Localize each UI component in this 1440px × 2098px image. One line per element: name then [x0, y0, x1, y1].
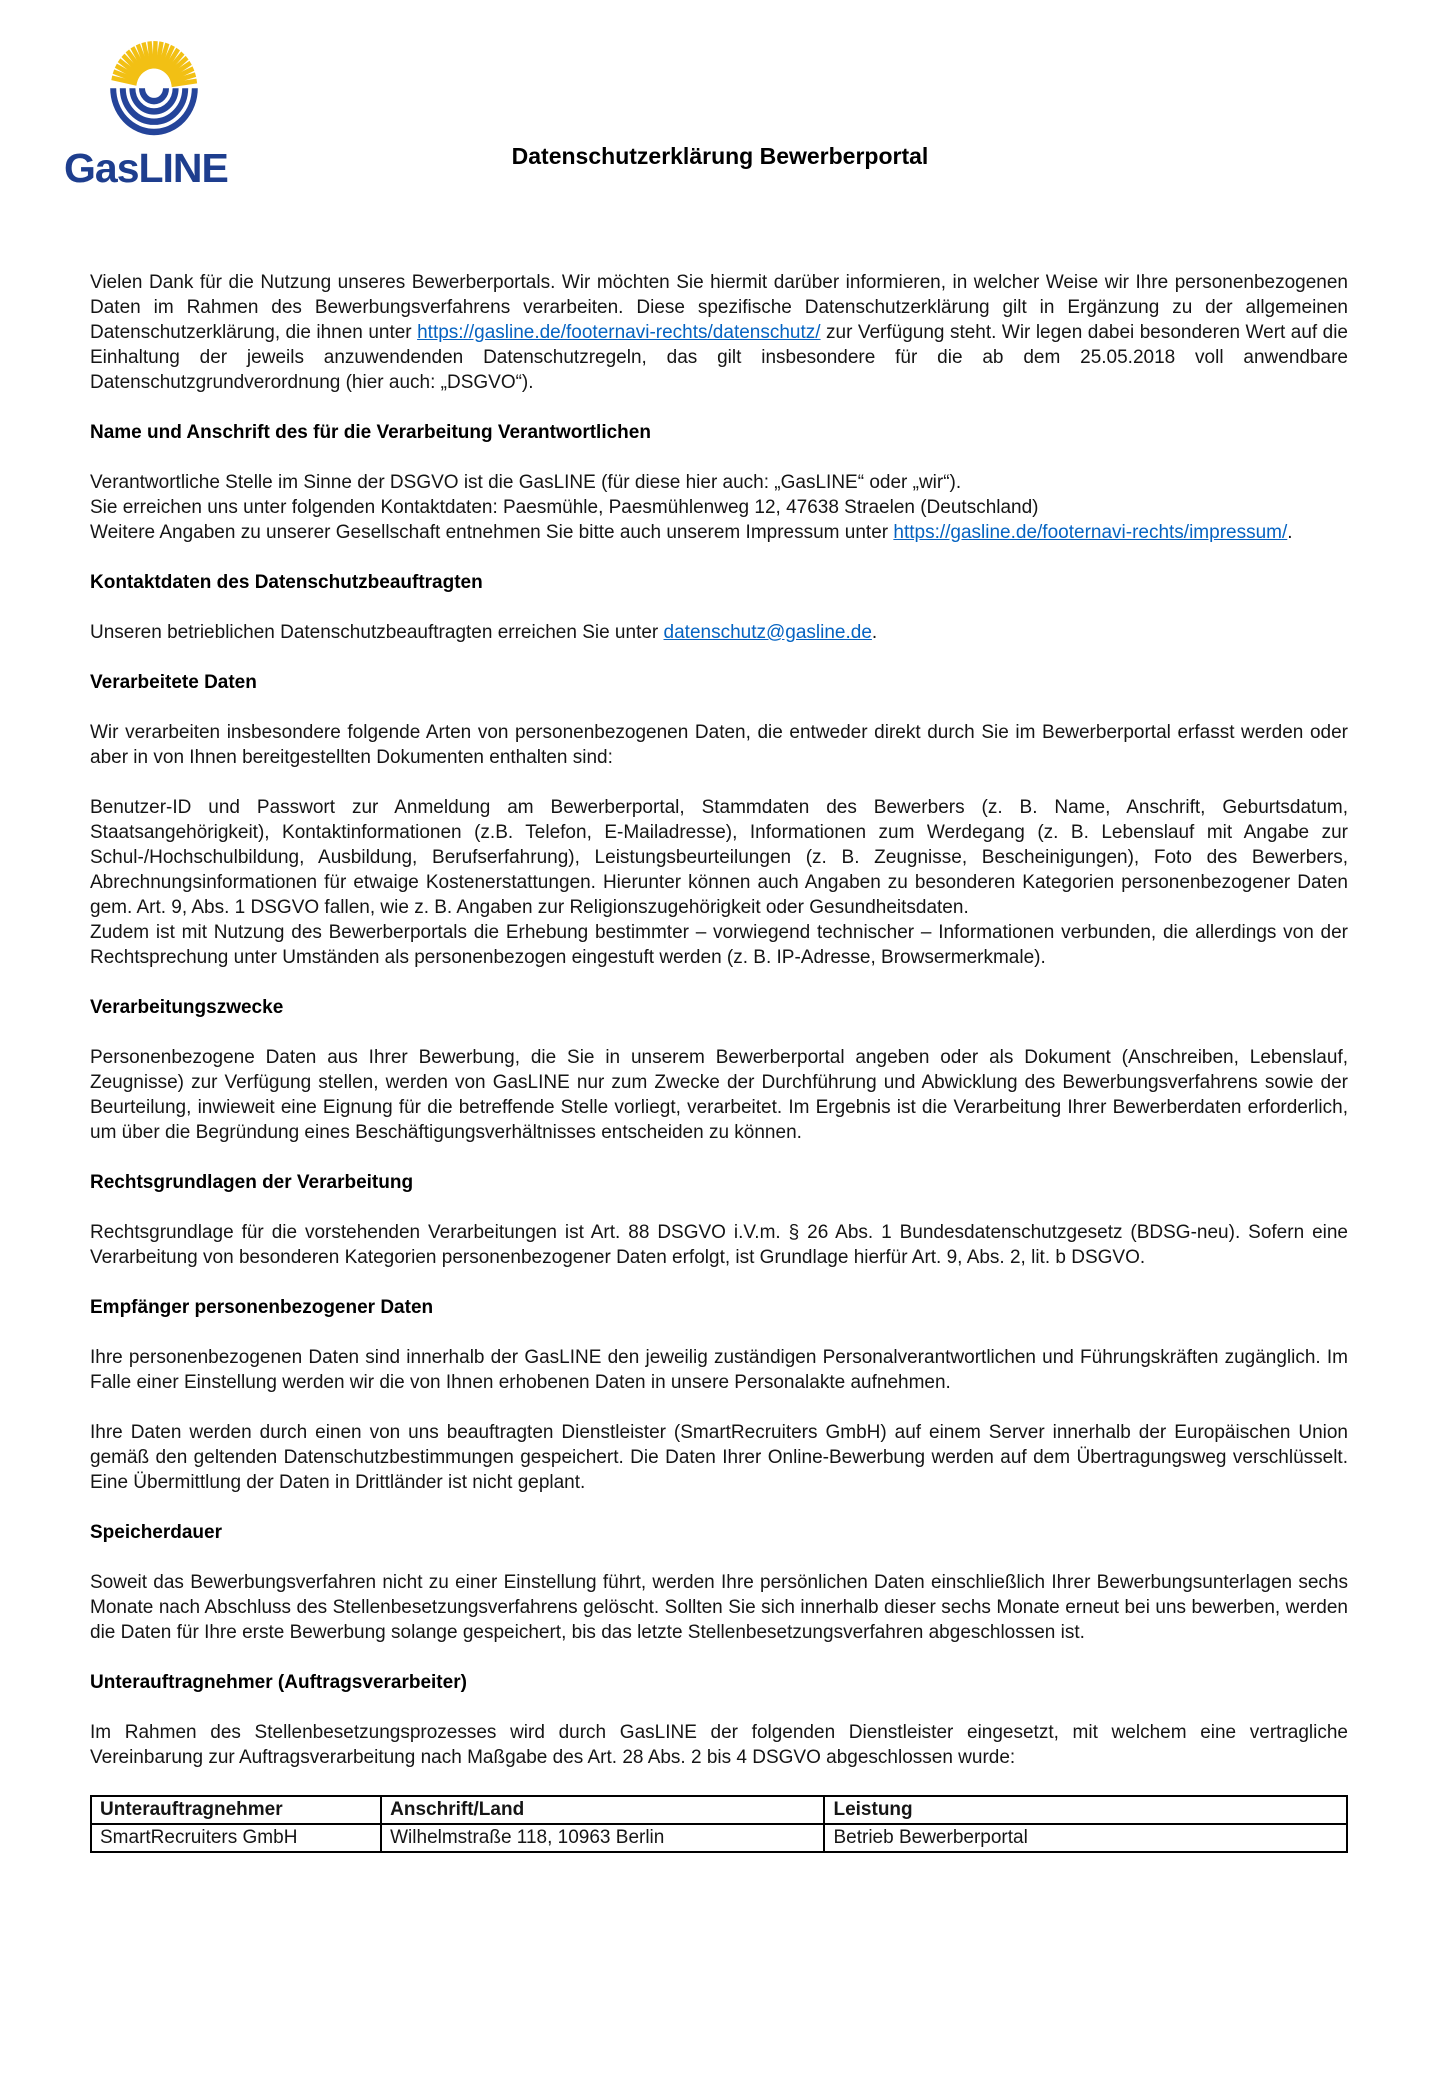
verantwortlicher-line2: Sie erreichen uns unter folgenden Kontaktdaten: Paesmühle, Paesmühlenweg 12, 47638 Straelen (Deutschland) — [90, 497, 1039, 518]
heading-verarbeitungszwecke: Verarbeitungszwecke — [90, 997, 284, 1018]
impressum-url-link[interactable]: https://gasline.de/footernavi-rechts/impressum/ — [893, 522, 1288, 543]
heading-rechtsgrundlagen: Rechtsgrundlagen der Verarbeitung — [90, 1172, 414, 1193]
table-header-unterauftragnehmer: Unterauftragnehmer — [91, 1796, 381, 1824]
verantwortlicher-line1: Verantwortliche Stelle im Sinne der DSGVO ist die GasLINE (für diese hier auch: „GasLINE“ oder „wir“). — [90, 472, 962, 493]
heading-datenschutzbeauftragter: Kontaktdaten des Datenschutzbeauftragten — [90, 572, 483, 593]
table-header-anschrift-land: Anschrift/Land — [381, 1796, 824, 1824]
paragraph-datenschutzbeauftragter — [90, 620, 1348, 645]
table-header-row — [91, 1796, 1347, 1824]
table-row — [91, 1824, 1347, 1852]
table-cell-leistung: Betrieb Bewerberportal — [824, 1824, 1347, 1852]
paragraph-verantwortlicher — [90, 470, 1348, 545]
paragraph-unterauftragnehmer: Im Rahmen des Stellenbesetzungsprozesses wird durch GasLINE der folgenden Dienstleister eingesetzt, mit welchem eine vertragliche Vereinbarung zur Auftragsverarbeitung nach Maßgabe des Art. 28 Abs. 2 bis 4 DSGVO abgeschlossen wurde: — [90, 1722, 1348, 1768]
paragraph-verarbeitete-daten-intro: Wir verarbeiten insbesondere folgende Arten von personenbezogenen Daten, die entweder direkt durch Sie im Bewerberportal erfasst werden oder aber in von Ihnen bereitgestellten Dokumenten enthalten sind: — [90, 722, 1348, 768]
intro-text-after: zur Verfügung steht. Wir legen dabei besonderen Wert auf die Einhaltung der jeweils anzuwendenden Datenschutzregeln, das gilt insbesondere für die ab dem 25.05.2018 voll anwendbare Datenschutzgrundverordnung (hier auch: „DSGVO“). — [90, 322, 1348, 393]
verarbeitete-daten-block1: Benutzer-ID und Passwort zur Anmeldung am Bewerberportal, Stammdaten des Bewerbers (z. B. Name, Anschrift, Geburtsdatum, Staatsangehörigkeit), Kontaktinformationen (z.B. Telefon, E-Mailadresse), Informationen zum Werdegang (z. B. Lebenslauf mit Angabe zur Schul-/Hochschulbildung, Ausbildung, Berufserfahrung), Leistungsbeurteilungen (z. B. Zeugnisse, Bescheinigungen), Foto des Bewerbers, Abrechnungsinformationen für etwaige Kostenerstattungen. Hierunter können auch Angaben zu besonderen Kategorien personenbezogener Daten gem. Art. 9, Abs. 1 DSGVO fallen, wie z. B. Angaben zur Religionszugehörigkeit oder Gesundheitsdaten. — [90, 797, 1348, 918]
paragraph-speicherdauer: Soweit das Bewerbungsverfahren nicht zu einer Einstellung führt, werden Ihre persönlichen Daten einschließlich Ihrer Bewerbungsunterlagen sechs Monate nach Abschluss des Stellenbesetzungsverfahrens gelöscht. Sollten Sie sich innerhalb dieser sechs Monate erneut bei uns bewerben, werden die Daten für Ihre erste Bewerbung solange gespeichert, bis das letzte Stellenbesetzungsverfahren abgeschlossen ist. — [90, 1572, 1348, 1643]
heading-speicherdauer: Speicherdauer — [90, 1522, 222, 1543]
subcontractor-table — [90, 1795, 1348, 1853]
dsb-text-before: Unseren betrieblichen Datenschutzbeauftragten erreichen Sie unter — [90, 622, 664, 643]
heading-verantwortlicher: Name und Anschrift des für die Verarbeitung Verantwortlichen — [90, 422, 651, 443]
page-title: Datenschutzerklärung Bewerberportal — [511, 143, 929, 169]
verantwortlicher-line3: Weitere Angaben zu unserer Gesellschaft entnehmen Sie bitte auch unserem Impressum unter — [90, 522, 894, 543]
paragraph-empfaenger-1: Ihre personenbezogenen Daten sind innerhalb der GasLINE den jeweilig zuständigen Personalverantwortlichen und Führungskräften zugänglich. Im Falle einer Einstellung werden wir die von Ihnen erhobenen Daten in unsere Personalakte aufnehmen. — [90, 1347, 1348, 1393]
table-header-leistung: Leistung — [824, 1796, 1347, 1824]
dsb-text-after: . — [871, 622, 878, 643]
heading-verarbeitete-daten: Verarbeitete Daten — [90, 672, 257, 693]
paragraph-rechtsgrundlagen: Rechtsgrundlage für die vorstehenden Verarbeitungen ist Art. 88 DSGVO i.V.m. § 26 Abs. 1 Bundesdatenschutzgesetz (BDSG-neu). Sofern eine Verarbeitung von besonderen Kategorien personenbezogener Daten erfolgt, ist Grundlage hierfür Art. 9, Abs. 2, lit. b DSGVO. — [90, 1222, 1348, 1268]
datenschutz-email-link[interactable]: datenschutz@gasline.de — [663, 622, 872, 643]
intro-text-before: Vielen Dank für die Nutzung unseres Bewerberportals. Wir möchten Sie hiermit darüber informieren, in welcher Weise wir Ihre personenbezogenen Daten im Rahmen des Bewerbungsverfahrens verarbeiten. Diese spezifische Datenschutzerklärung gilt in Ergänzung zu der allgemeinen Datenschutzerklärung, die ihnen unter — [90, 272, 1348, 343]
brand-wordmark: GasLINE — [64, 145, 228, 191]
verantwortlicher-line3-end: . — [1287, 522, 1293, 543]
heading-unterauftragnehmer: Unterauftragnehmer (Auftragsverarbeiter) — [90, 1672, 467, 1693]
paragraph-empfaenger-2: Ihre Daten werden durch einen von uns beauftragten Dienstleister (SmartRecruiters GmbH) auf einem Server innerhalb der Europäischen Union gemäß den geltenden Datenschutzbestimmungen gespeichert. Die Daten Ihrer Online-Bewerbung werden auf dem Übertragungsweg verschlüsselt. Eine Übermittlung der Daten in Drittländer ist nicht geplant. — [90, 1422, 1348, 1493]
heading-empfaenger: Empfänger personenbezogener Daten — [90, 1297, 434, 1318]
document-body — [90, 270, 1348, 1853]
datenschutz-url-link[interactable]: https://gasline.de/footernavi-rechts/datenschutz/ — [417, 322, 821, 343]
paragraph-verarbeitungszwecke: Personenbezogene Daten aus Ihrer Bewerbung, die Sie in unserem Bewerberportal angeben oder als Dokument (Anschreiben, Lebenslauf, Zeugnisse) zur Verfügung stellen, werden von GasLINE nur zum Zwecke der Durchführung und Abwicklung des Bewerbungsverfahrens sowie der Beurteilung, inwieweit eine Eignung für die betreffende Stelle vorliegt, verarbeitet. Im Ergebnis ist die Verarbeitung Ihrer Bewerberdaten erforderlich, um über die Begründung eines Beschäftigungsverhältnisses entscheiden zu können. — [90, 1047, 1348, 1143]
table-cell-anschrift-land: Wilhelmstraße 118, 10963 Berlin — [381, 1824, 824, 1852]
intro-paragraph — [90, 270, 1348, 395]
sun-icon — [106, 36, 202, 144]
verarbeitete-daten-block2: Zudem ist mit Nutzung des Bewerberportals die Erhebung bestimmter – vorwiegend technischer – Informationen verbunden, die allerdings von der Rechtsprechung unter Umständen als personenbezogen eingestuft werden (z. B. IP-Adresse, Browsermerkmale). — [90, 922, 1348, 968]
table-cell-unterauftragnehmer: SmartRecruiters GmbH — [91, 1824, 381, 1852]
